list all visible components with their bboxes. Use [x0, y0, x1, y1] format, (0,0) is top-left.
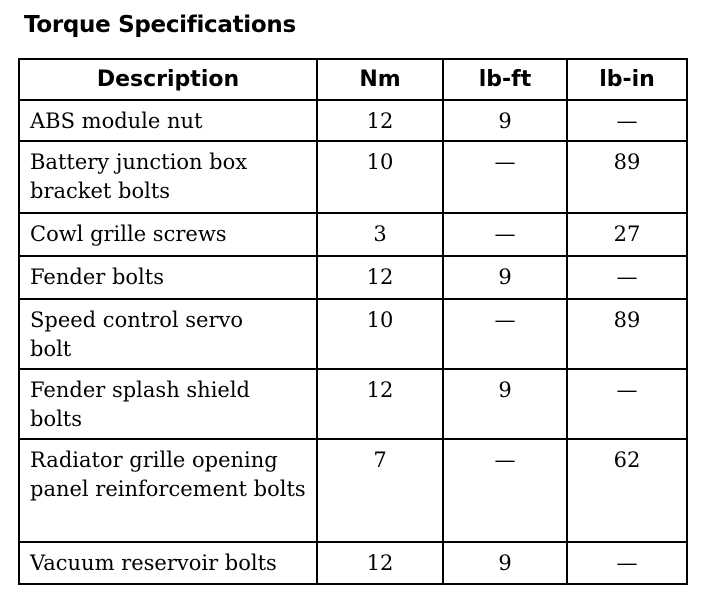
description-cell: Battery junction box bracket bolts — [19, 141, 317, 213]
lbft-cell: 9 — [443, 369, 567, 439]
column-header-lbft: lb-ft — [443, 59, 567, 100]
nm-cell: 12 — [317, 369, 443, 439]
column-header-description: Description — [19, 59, 317, 100]
torque-spec-table — [18, 58, 688, 585]
table-row — [19, 299, 687, 369]
lbft-cell: — — [443, 439, 567, 542]
table-row — [19, 141, 687, 213]
nm-cell: 12 — [317, 256, 443, 299]
lbin-cell: — — [567, 369, 687, 439]
lbin-cell: — — [567, 256, 687, 299]
description-cell: Fender bolts — [19, 256, 317, 299]
description-cell: Fender splash shield bolts — [19, 369, 317, 439]
description-cell: Cowl grille screws — [19, 213, 317, 256]
description-cell: ABS module nut — [19, 100, 317, 141]
lbin-cell: 62 — [567, 439, 687, 542]
table-row — [19, 439, 687, 542]
table-row — [19, 100, 687, 141]
lbft-cell: 9 — [443, 100, 567, 141]
nm-cell: 3 — [317, 213, 443, 256]
table-row — [19, 369, 687, 439]
description-cell: Vacuum reservoir bolts — [19, 542, 317, 584]
page-title: Torque Specifications — [24, 12, 296, 38]
header-row — [19, 59, 687, 100]
table-row — [19, 542, 687, 584]
lbft-cell: — — [443, 141, 567, 213]
lbft-cell: — — [443, 299, 567, 369]
lbft-cell: 9 — [443, 542, 567, 584]
lbin-cell: 89 — [567, 141, 687, 213]
description-cell: Radiator grille opening panel reinforcement bolts — [19, 439, 317, 542]
table-row — [19, 213, 687, 256]
lbft-cell: — — [443, 213, 567, 256]
nm-cell: 10 — [317, 141, 443, 213]
description-cell: Speed control servo bolt — [19, 299, 317, 369]
column-header-nm: Nm — [317, 59, 443, 100]
lbin-cell: — — [567, 100, 687, 141]
nm-cell: 10 — [317, 299, 443, 369]
nm-cell: 12 — [317, 542, 443, 584]
lbft-cell: 9 — [443, 256, 567, 299]
lbin-cell: 89 — [567, 299, 687, 369]
nm-cell: 7 — [317, 439, 443, 542]
lbin-cell: 27 — [567, 213, 687, 256]
column-header-lbin: lb-in — [567, 59, 687, 100]
nm-cell: 12 — [317, 100, 443, 141]
table-row — [19, 256, 687, 299]
lbin-cell: — — [567, 542, 687, 584]
